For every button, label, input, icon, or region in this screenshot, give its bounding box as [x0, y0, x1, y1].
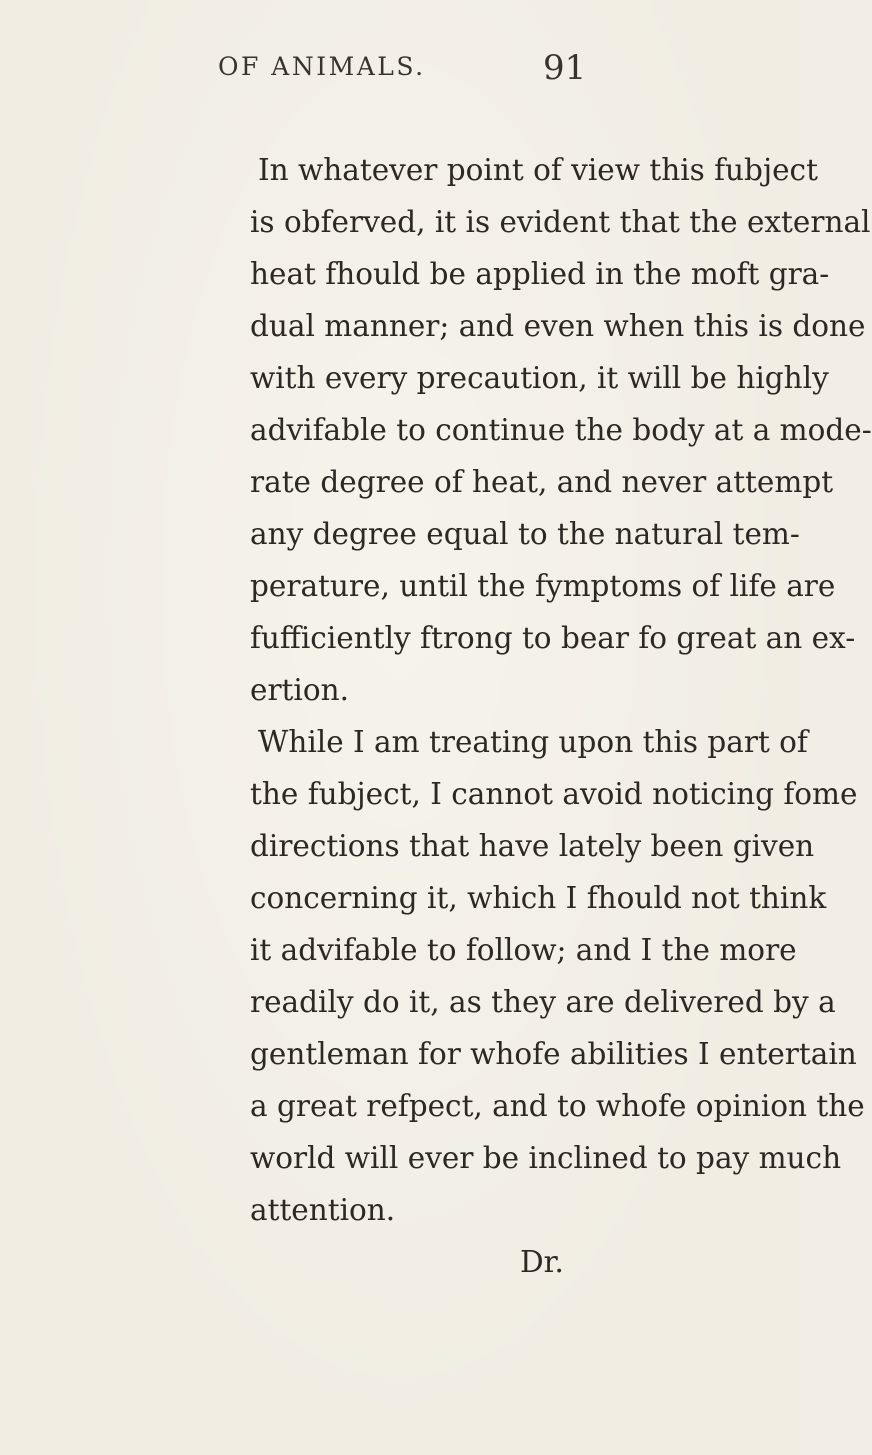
text-line: it advifable to follow; and I the more [250, 933, 797, 967]
text-line: readily do it, as they are delivered by a [250, 985, 836, 1019]
text-line: world will ever be inclined to pay much [250, 1141, 842, 1175]
text-line: rate degree of heat, and never attempt [250, 465, 834, 499]
text-line: concerning it, which I fhould not think [250, 881, 827, 915]
text-line: directions that have lately been given [250, 829, 815, 863]
text-line: ertion. [250, 673, 349, 707]
text-line: with every precaution, it will be highly [250, 361, 829, 395]
running-title: OF ANIMALS. [218, 52, 426, 81]
text-line: a great refpect, and to whofe opinion the [250, 1089, 865, 1123]
text-line: gentleman for whofe abilities I entertain [250, 1037, 857, 1071]
text-line: attention. [250, 1193, 396, 1227]
text-line: In whatever point of view this fubject [258, 153, 818, 187]
text-line: any degree equal to the natural tem- [250, 517, 800, 551]
text-line: advifable to continue the body at a mode- [250, 413, 872, 447]
page-number: 91 [543, 48, 587, 88]
text-line: dual manner; and even when this is done [250, 309, 866, 343]
text-line: fufficiently ftrong to bear fo great an ex- [250, 621, 856, 655]
text-line: While I am treating upon this part of [258, 725, 808, 759]
text-line: heat fhould be applied in the moft gra- [250, 257, 830, 291]
running-head [0, 48, 800, 92]
text-line: the fubject, I cannot avoid noticing fome [250, 777, 858, 811]
text-line: perature, until the fymptoms of life are [250, 569, 836, 603]
catchword: Dr. [520, 1245, 564, 1279]
text-line: is obferved, it is evident that the external [250, 205, 871, 239]
